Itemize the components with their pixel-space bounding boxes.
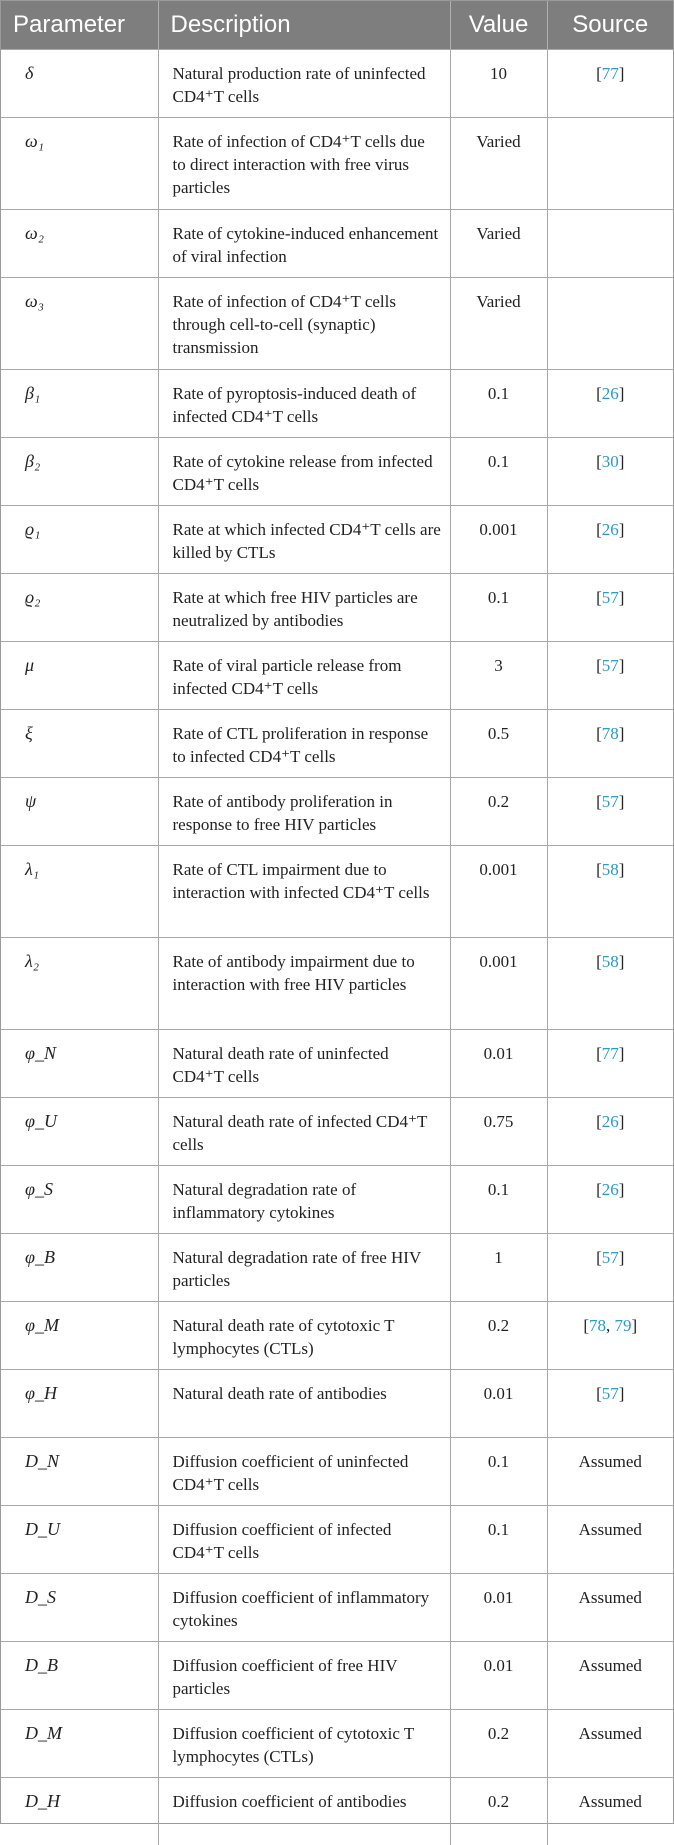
table-row [1, 49, 673, 117]
parameter-symbol: β₂ [1, 437, 158, 505]
table-row [1, 845, 673, 937]
reference-link[interactable]: 77 [601, 1043, 619, 1063]
parameter-source: [57] [596, 791, 625, 811]
parameter-value: 0.1 [450, 369, 547, 437]
table-row [1, 505, 673, 573]
parameter-description: Diffusion coefficient of uninfected CD4⁺T cells [158, 1437, 450, 1505]
parameter-value: 1 [450, 1233, 547, 1301]
parameter-value: Varied [450, 277, 547, 369]
parameter-value: 0.5 [450, 709, 547, 777]
parameter-source: [78] [596, 723, 625, 743]
reference-link[interactable]: 57 [601, 791, 619, 811]
source-text: Assumed [578, 1791, 642, 1811]
reference-link[interactable]: 58 [601, 859, 619, 879]
parameter-symbol: ω₃ [1, 277, 158, 369]
source-text: Assumed [578, 1723, 642, 1743]
parameter-description: Natural degradation rate of inflammatory cytokines [158, 1165, 450, 1233]
parameter-source [547, 117, 673, 209]
parameter-description: Rate of CTL impairment due to interaction with infected CD4⁺T cells [158, 845, 450, 937]
parameter-source: [26] [596, 1179, 625, 1199]
parameter-description: Rate of cytokine-induced enhancement of viral infection [158, 209, 450, 277]
source-text: Assumed [578, 1587, 642, 1607]
parameter-source: [78, 79] [583, 1315, 638, 1335]
parameter-value: 0.01 [450, 1641, 547, 1709]
parameter-symbol: D_S [1, 1573, 158, 1641]
parameter-description: Rate of antibody impairment due to interaction with free HIV particles [158, 937, 450, 1029]
parameter-description: Rate of antibody proliferation in response to free HIV particles [158, 777, 450, 845]
table-row [1, 777, 673, 845]
parameter-source [547, 1573, 673, 1641]
parameter-symbol: ξ [1, 709, 158, 777]
reference-link[interactable]: 26 [601, 1111, 619, 1131]
table-body [1, 49, 673, 1845]
parameter-description: Natural death rate of infected CD4⁺T cells [158, 1097, 450, 1165]
parameter-value: 0.2 [450, 1709, 547, 1777]
parameter-description: Rate of infection of CD4⁺T cells through cell-to-cell (synaptic) transmission [158, 277, 450, 369]
parameter-description: Natural death rate of uninfected CD4⁺T cells [158, 1029, 450, 1097]
parameter-symbol: β₁ [1, 369, 158, 437]
table-header [1, 1, 673, 49]
reference-link[interactable]: 26 [601, 519, 619, 539]
table-row [1, 369, 673, 437]
reference-link[interactable]: 26 [601, 383, 619, 403]
parameter-value: 0.2 [450, 777, 547, 845]
parameter-source: [58] [596, 951, 625, 971]
reference-link[interactable]: 79 [614, 1315, 632, 1335]
table-row [1, 709, 673, 777]
parameter-source: [57] [596, 1247, 625, 1267]
header-parameter: Parameter [1, 1, 158, 49]
parameter-value: 0.1 [450, 1165, 547, 1233]
header-description: Description [158, 1, 450, 49]
parameter-source: [26] [596, 383, 625, 403]
parameter-description: Diffusion coefficient of cytotoxic T lymphocytes (CTLs) [158, 1709, 450, 1777]
parameter-source: [30] [596, 451, 625, 471]
parameter-description: Rate of pyroptosis-induced death of infected CD4⁺T cells [158, 369, 450, 437]
parameter-source [547, 1505, 673, 1573]
table-row [1, 1097, 673, 1165]
table-row [1, 937, 673, 1029]
parameter-value: 10 [450, 49, 547, 117]
reference-link[interactable]: 58 [601, 951, 619, 971]
parameter-value: 0.2 [450, 1301, 547, 1369]
parameter-value: 0.75 [450, 1097, 547, 1165]
parameter-description: Rate of cytokine release from infected CD4⁺T cells [158, 437, 450, 505]
parameter-description: Rate of CTL proliferation in response to infected CD4⁺T cells [158, 709, 450, 777]
parameter-symbol: ϱ₁ [1, 505, 158, 573]
parameter-source [547, 1641, 673, 1709]
parameter-symbol: D_U [1, 1505, 158, 1573]
parameter-source: [26] [596, 1111, 625, 1131]
parameter-value: 0.1 [450, 573, 547, 641]
parameter-value: 0.1 [450, 1505, 547, 1573]
parameter-value: 0.01 [450, 1573, 547, 1641]
parameter-source: [57] [596, 1383, 625, 1403]
header-source: Source [572, 10, 649, 38]
parameter-description: Diffusion coefficient of infected CD4⁺T cells [158, 1505, 450, 1573]
table-row [1, 1369, 673, 1437]
reference-link[interactable]: 78 [589, 1315, 606, 1335]
reference-link[interactable]: 30 [601, 451, 619, 471]
source-text: Assumed [578, 1519, 642, 1539]
table-row [1, 1505, 673, 1573]
table-row [1, 1029, 673, 1097]
parameter-value: 0.001 [450, 937, 547, 1029]
parameter-source [547, 209, 673, 277]
parameter-description: Rate of viral particle release from infected CD4⁺T cells [158, 641, 450, 709]
parameter-source [547, 1709, 673, 1777]
parameter-source [547, 277, 673, 369]
parameter-value: 0.2 [450, 1777, 547, 1845]
parameter-symbol: λ₁ [1, 845, 158, 937]
parameter-symbol: ω₂ [1, 209, 158, 277]
reference-link[interactable]: 77 [601, 63, 619, 83]
parameter-value: Varied [450, 209, 547, 277]
parameter-symbol: φ_M [1, 1301, 158, 1369]
parameter-symbol: φ_H [1, 1369, 158, 1437]
table-row [1, 1165, 673, 1233]
parameter-source: [77] [596, 1043, 625, 1063]
parameter-source: [57] [596, 587, 625, 607]
parameter-symbol: D_N [1, 1437, 158, 1505]
parameter-source: [57] [596, 655, 625, 675]
parameter-source: [77] [596, 63, 625, 83]
parameter-description: Natural degradation rate of free HIV particles [158, 1233, 450, 1301]
parameter-description: Diffusion coefficient of free HIV particles [158, 1641, 450, 1709]
parameter-value: 0.01 [450, 1369, 547, 1437]
parameter-value: 3 [450, 641, 547, 709]
parameter-description: Natural death rate of antibodies [158, 1369, 450, 1437]
table-row [1, 1233, 673, 1301]
reference-link[interactable]: 78 [601, 723, 619, 743]
parameter-symbol: D_B [1, 1641, 158, 1709]
parameter-symbol: λ₂ [1, 937, 158, 1029]
table-row [1, 1709, 673, 1777]
parameter-value: 0.001 [450, 505, 547, 573]
parameter-symbol: φ_B [1, 1233, 158, 1301]
header-value: Value [450, 1, 547, 49]
parameter-symbol: ϱ₂ [1, 573, 158, 641]
parameter-symbol: D_M [1, 1709, 158, 1777]
parameter-source [547, 1777, 673, 1845]
parameter-value: 0.1 [450, 1437, 547, 1505]
parameter-symbol: φ_N [1, 1029, 158, 1097]
parameter-value: 0.1 [450, 437, 547, 505]
parameter-symbol: μ [1, 641, 158, 709]
table-row [1, 1301, 673, 1369]
table-row [1, 209, 673, 277]
parameter-symbol: δ [1, 49, 158, 117]
parameter-value: 0.01 [450, 1029, 547, 1097]
parameter-source: [26] [596, 519, 625, 539]
table-row [1, 1437, 673, 1505]
parameter-value: Varied [450, 117, 547, 209]
reference-link[interactable]: 57 [601, 587, 619, 607]
parameter-symbol: ω₁ [1, 117, 158, 209]
parameter-source [547, 1437, 673, 1505]
table-row [1, 1573, 673, 1641]
parameter-source: [58] [596, 859, 625, 879]
source-text: Assumed [578, 1451, 642, 1471]
parameter-description: Rate at which free HIV particles are neutralized by antibodies [158, 573, 450, 641]
parameter-description: Diffusion coefficient of antibodies [158, 1777, 450, 1845]
parameter-symbol: D_H [1, 1777, 158, 1845]
parameter-description: Rate of infection of CD4⁺T cells due to direct interaction with free virus particles [158, 117, 450, 209]
reference-link[interactable]: 26 [601, 1179, 619, 1199]
parameter-table [1, 1, 673, 1845]
table-row [1, 1777, 673, 1845]
table-row [1, 437, 673, 505]
reference-link[interactable]: 57 [601, 1247, 619, 1267]
table-row [1, 641, 673, 709]
reference-link[interactable]: 57 [601, 1383, 619, 1403]
parameter-description: Natural production rate of uninfected CD4⁺T cells [158, 49, 450, 117]
parameter-description: Diffusion coefficient of inflammatory cytokines [158, 1573, 450, 1641]
parameter-symbol: φ_S [1, 1165, 158, 1233]
parameter-symbol: φ_U [1, 1097, 158, 1165]
table-row [1, 117, 673, 209]
table-row [1, 1641, 673, 1709]
parameter-symbol: ψ [1, 777, 158, 845]
parameter-value: 0.001 [450, 845, 547, 937]
parameter-description: Natural death rate of cytotoxic T lymphocytes (CTLs) [158, 1301, 450, 1369]
table-row [1, 277, 673, 369]
reference-link[interactable]: 57 [601, 655, 619, 675]
table-row [1, 573, 673, 641]
source-text: Assumed [578, 1655, 642, 1675]
parameter-description: Rate at which infected CD4⁺T cells are killed by CTLs [158, 505, 450, 573]
